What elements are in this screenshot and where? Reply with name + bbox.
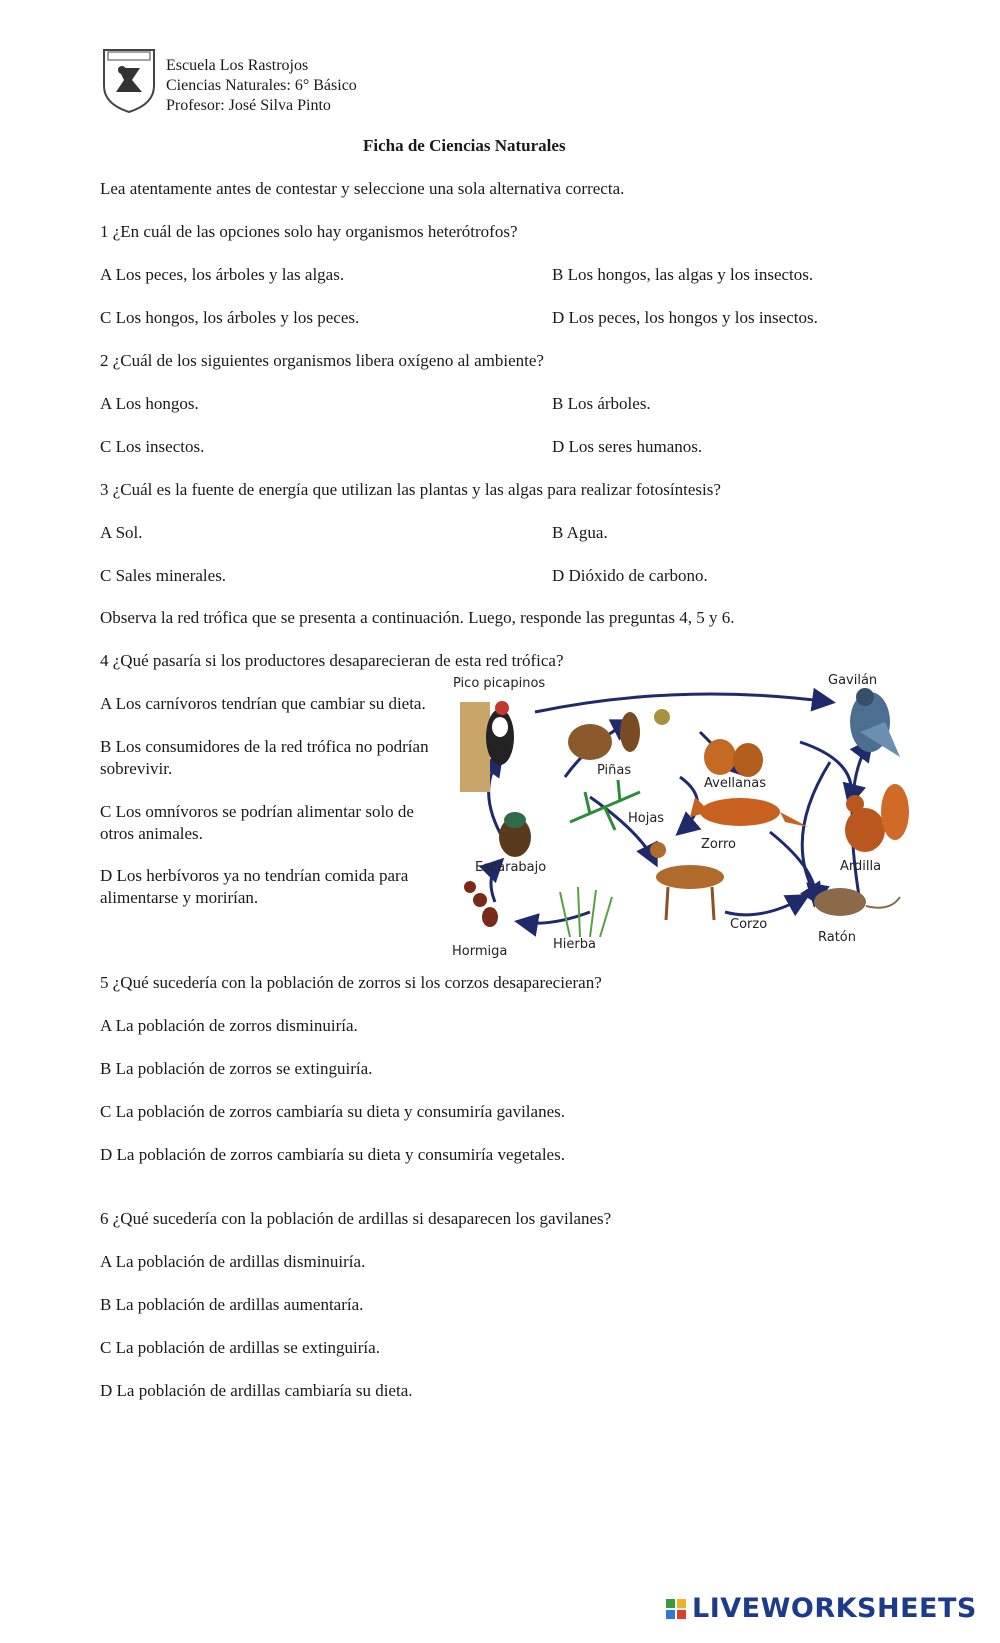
q4-option-b[interactable]: B Los consumidores de la red trófica no podrían sobrevivir. — [100, 737, 429, 778]
q2-option-c[interactable]: C Los insectos. — [100, 437, 205, 456]
q4-option-c[interactable]: C Los omnívoros se podrían alimentar solo de otros animales. — [100, 802, 414, 843]
q5-option-b[interactable]: B La población de zorros se extinguiría. — [100, 1059, 373, 1078]
liveworksheets-logo — [666, 1593, 977, 1624]
q5-option-d[interactable]: D La población de zorros cambiaría su dieta y consumiría vegetales. — [100, 1145, 565, 1164]
teacher-name: Profesor: José Silva Pinto — [166, 97, 331, 114]
woodpecker-illustration — [460, 701, 514, 792]
label-pico-picapinos: Pico picapinos — [453, 676, 546, 691]
q2-option-d[interactable]: D Los seres humanos. — [552, 437, 703, 456]
hawk-illustration — [850, 688, 900, 757]
brand-icon — [666, 1599, 686, 1619]
school-name: Escuela Los Rastrojos — [166, 57, 309, 74]
label-hormiga: Hormiga — [452, 944, 508, 959]
page-title: Ficha de Ciencias Naturales — [363, 136, 566, 155]
question-5: 5 ¿Qué sucedería con la población de zorros si los corzos desaparecieran? — [100, 973, 602, 992]
q1-option-a[interactable]: A Los peces, los árboles y las algas. — [100, 265, 345, 284]
label-corzo: Corzo — [730, 917, 768, 932]
hazelnuts-illustration — [704, 739, 763, 777]
q6-option-d[interactable]: D La población de ardillas cambiaría su dieta. — [100, 1381, 413, 1400]
q2-option-b[interactable]: B Los árboles. — [552, 394, 651, 413]
label-raton: Ratón — [818, 930, 857, 945]
question-2: 2 ¿Cuál de los siguientes organismos libera oxígeno al ambiente? — [100, 351, 544, 370]
label-pinas: Piñas — [597, 763, 632, 778]
fox-illustration — [690, 797, 808, 827]
q6-option-b[interactable]: B La población de ardillas aumentaría. — [100, 1295, 364, 1314]
label-avellanas: Avellanas — [704, 776, 766, 791]
q2-option-a[interactable]: A Los hongos. — [100, 394, 199, 413]
label-hierba: Hierba — [553, 937, 596, 952]
question-3: 3 ¿Cuál es la fuente de energía que utilizan las plantas y las algas para realizar fotosíntesis? — [100, 480, 721, 499]
question-1: 1 ¿En cuál de las opciones solo hay organismos heterótrofos? — [100, 222, 518, 241]
ant-illustration — [464, 881, 498, 927]
q4-option-d[interactable]: D Los herbívoros ya no tendrían comida para alimentarse y morirían. — [100, 866, 409, 907]
q1-option-d[interactable]: D Los peces, los hongos y los insectos. — [552, 308, 818, 327]
label-zorro: Zorro — [701, 837, 736, 852]
school-logo — [100, 46, 158, 114]
q1-option-b[interactable]: B Los hongos, las algas y los insectos. — [552, 265, 814, 284]
q6-option-c[interactable]: C La población de ardillas se extinguiría. — [100, 1338, 380, 1357]
label-hojas: Hojas — [628, 811, 665, 826]
label-escarabajo: Escarabajo — [475, 860, 547, 875]
course-name: Ciencias Naturales: 6° Básico — [166, 77, 357, 94]
question-4: 4 ¿Qué pasaría si los productores desaparecieran de esta red trófica? — [100, 651, 564, 670]
q5-option-c[interactable]: C La población de zorros cambiaría su dieta y consumiría gavilanes. — [100, 1102, 565, 1121]
q4-option-a[interactable]: A Los carnívoros tendrían que cambiar su dieta. — [100, 694, 426, 713]
deer-illustration — [650, 842, 724, 920]
beetle-illustration — [499, 812, 531, 857]
brand-name: LIVEWORKSHEETS — [692, 1593, 977, 1624]
observe-instruction: Observa la red trófica que se presenta a continuación. Luego, responde las preguntas 4, 5 y 6. — [100, 608, 735, 627]
q3-option-d[interactable]: D Dióxido de carbono. — [552, 566, 708, 585]
q1-option-c[interactable]: C Los hongos, los árboles y los peces. — [100, 308, 360, 327]
mouse-illustration — [814, 888, 900, 916]
q5-option-a[interactable]: A La población de zorros disminuiría. — [100, 1016, 358, 1035]
q3-option-b[interactable]: B Agua. — [552, 523, 608, 542]
instructions: Lea atentamente antes de contestar y seleccione una sola alternativa correcta. — [100, 179, 625, 198]
q3-option-c[interactable]: C Sales minerales. — [100, 566, 227, 585]
pine-cones-illustration — [568, 709, 670, 760]
food-web-diagram — [440, 662, 930, 962]
question-6: 6 ¿Qué sucedería con la población de ardillas si desaparecen los gavilanes? — [100, 1209, 612, 1228]
q6-option-a[interactable]: A La población de ardillas disminuiría. — [100, 1252, 366, 1271]
q3-option-a[interactable]: A Sol. — [100, 523, 143, 542]
label-ardilla: Ardilla — [840, 859, 882, 874]
label-gavilan: Gavilán — [828, 673, 878, 688]
